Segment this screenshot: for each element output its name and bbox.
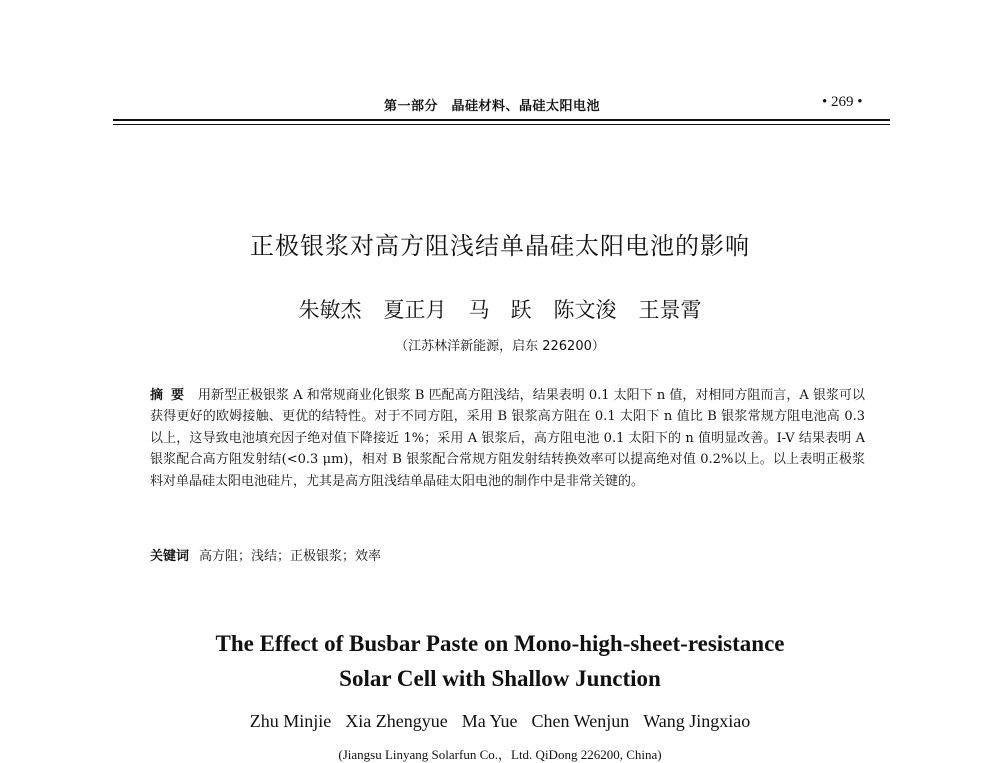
running-title: 第一部分 晶硅材料、晶硅太阳电池: [384, 99, 601, 114]
author-en: Ma Yue: [461, 711, 518, 731]
chinese-title: 正极银浆对高方阻浅结单晶硅太阳电池的影响: [250, 232, 750, 260]
abstract-label: 摘要: [150, 388, 193, 403]
author-en: Xia Zhengyue: [345, 711, 448, 731]
keywords-text: 高方阻；浅结；正极银浆；效率: [199, 549, 382, 564]
chinese-affiliation: （江苏林洋新能源，启东 226200）: [395, 339, 605, 354]
english-title: [0, 626, 1000, 696]
page-number: • 269 •: [822, 94, 863, 110]
author-en: Chen Wenjun: [531, 711, 630, 731]
english-title-line-1: The Effect of Busbar Paste on Mono-high-sheet-resistance: [215, 631, 785, 656]
english-authors: [0, 711, 1000, 732]
author-cn: 朱敏杰: [298, 298, 362, 322]
chinese-abstract: [150, 385, 865, 492]
running-head: [0, 92, 1000, 116]
author-cn: 王景霄: [638, 298, 702, 322]
header-rule-thick: [113, 119, 890, 121]
author-en: Wang Jingxiao: [643, 711, 751, 731]
author-cn: 陈文浚: [553, 298, 617, 322]
chinese-keywords: [150, 545, 865, 564]
header-rule-thin: [113, 124, 890, 125]
english-title-line-2: Solar Cell with Shallow Junction: [339, 666, 661, 691]
english-affiliation: (Jiangsu Linyang Solarfun Co.，Ltd. QiDong 226200, China): [338, 747, 662, 762]
abstract-text: 用新型正极银浆 A 和常规商业化银浆 B 匹配高方阻浅结，结果表明 0.1 太阳下 n 值，对相同方阻而言，A 银浆可以获得更好的欧姆接触、更优的结特性。对于不同方阻，采用 B 银浆高方阻在 0.1 太阳下 n 值比 B 银浆常规方阻电池高 0.3 以上，这导致电池填充因子绝对值下降接近 1%；采用 A 银浆后，高方阻电池 0.1 太阳下的 n 值明显改善。I-V 结果表明 A 银浆配合高方阻发射结(<0.3 μm)，相对 B 银浆配合常规方阻发射结转换效率可以提高绝对值 0.2%以上。以上表明正极浆料对单晶硅太阳电池硅片，尤其是高方阻浅结单晶硅太阳电池的制作中是非常关键的。: [150, 388, 865, 489]
author-cn: 夏正月: [383, 298, 447, 322]
keywords-label: 关键词: [150, 549, 190, 564]
author-en: Zhu Minjie: [249, 711, 332, 731]
author-cn: 马 跃: [468, 298, 532, 322]
chinese-authors: [0, 294, 1000, 324]
